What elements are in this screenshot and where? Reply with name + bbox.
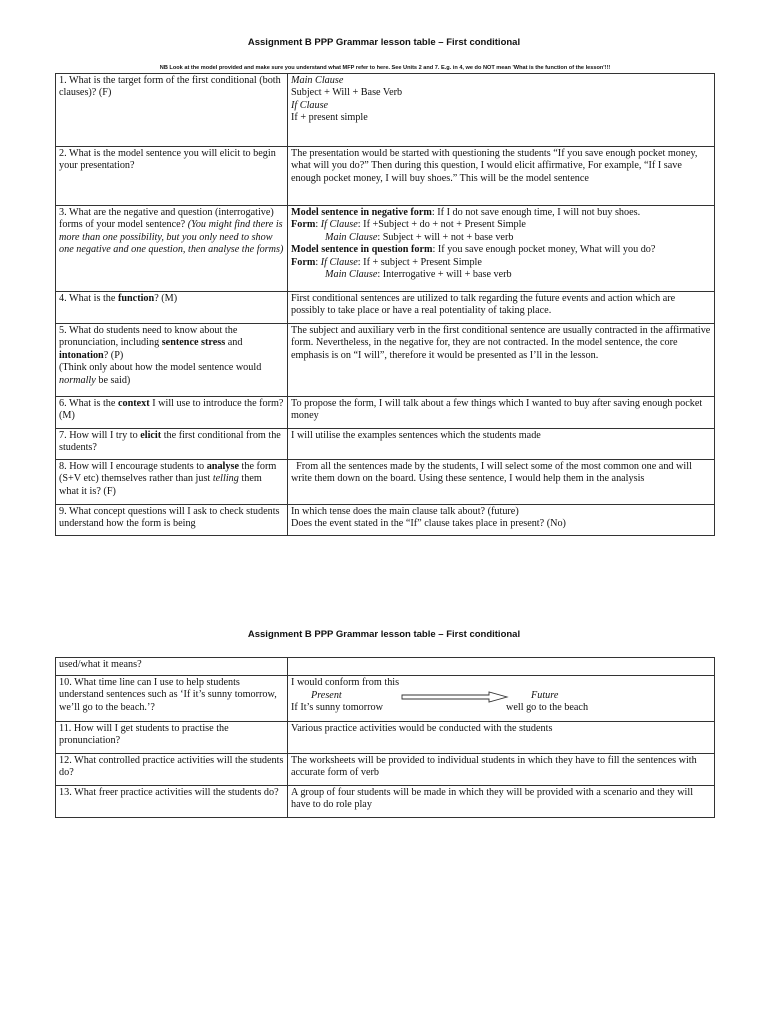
answer-cell: I will utilise the examples sentences which the students made [288, 429, 715, 460]
question-if-form: Form: If Clause: If + subject + Present Simple [291, 256, 482, 268]
answer-cell [288, 206, 715, 292]
answer-cell: The presentation would be started with questioning the students “If you save enough pocket money, what will you do?” Then during this question, I would elicit affirmative, For example, “If I save enough pocket money, I will buy shoes.” This will be the model sentence [288, 147, 715, 206]
table-row [56, 147, 715, 206]
table-row [56, 206, 715, 292]
question-cell: 4. What is the function? (M) [56, 292, 288, 324]
nb-note: NB Look at the model provided and make sure you understand what MFP refer to here. See Units 2 and 7. E.g. in 4, we do NOT mean 'What is the function of the lesson'!!! [159, 65, 611, 71]
table-row [56, 460, 715, 505]
question-cell [56, 206, 288, 292]
if-clause-form: If + present simple [291, 112, 368, 124]
negative-sentence: Model sentence in negative form: If I do not save enough time, I will not buy shoes. [291, 207, 641, 218]
table-row [56, 786, 715, 818]
negative-main-form: Main Clause: Subject + will + not + base verb [325, 231, 514, 243]
concept-question-1: In which tense does the main clause talk about? (future) [291, 506, 519, 517]
table-row [56, 658, 715, 676]
timeline-present-text: If It’s sunny tomorrow [291, 702, 383, 713]
timeline [291, 677, 711, 713]
question-cell: used/what it means? [56, 658, 288, 676]
answer-cell [288, 74, 715, 147]
table-row [56, 722, 715, 754]
question-cell: 13. What freer practice activities will the students do? [56, 786, 288, 818]
question-cell: 10. What time line can I use to help students understand sentences such as ‘If it’s sunny tomorrow, we’ll go to the beach.’? [56, 676, 288, 722]
timeline-future-label: Future [531, 690, 559, 701]
question-cell: 11. How will I get students to practise the pronunciation? [56, 722, 288, 754]
answer-cell: The subject and auxiliary verb in the first conditional sentence are usually contracted in the affirmative form. Nevertheless, in the negative for, they are not contracted. In the model sentence, the core emphasis is on “I will”, therefore it would be presented as I’ll in the lesson. [288, 324, 715, 397]
question-main-form: Main Clause: Interrogative + will + base verb [325, 269, 512, 281]
table-row [56, 74, 715, 147]
question-cell: 8. How will I encourage students to analyse the form (S+V etc) themselves rather than just telling them what it is? (F) [56, 460, 288, 505]
question-cell: 7. How will I try to elicit the first conditional from the students? [56, 429, 288, 460]
question-cell: 2. What is the model sentence you will elicit to begin your presentation? [56, 147, 288, 206]
table-row [56, 754, 715, 786]
table-row [56, 676, 715, 722]
table-row [56, 292, 715, 324]
question-cell: 5. What do students need to know about the pronunciation, including sentence stress and intonation? (P) (Think only about how the model sentence would normally be said) [56, 324, 288, 397]
timeline-present-label: Present [311, 690, 342, 701]
question-sentence: Model sentence in question form: If you save enough pocket money, What will you do? [291, 244, 656, 256]
lesson-table-page1 [55, 73, 715, 536]
timeline-cell [288, 676, 715, 722]
question-cell: 6. What is the context I will use to introduce the form? (M) [56, 397, 288, 429]
page-title: Assignment B PPP Grammar lesson table – First conditional [247, 37, 521, 48]
lesson-table-page2 [55, 657, 715, 818]
question-cell: 1. What is the target form of the first conditional (both clauses)? (F) [56, 74, 288, 147]
answer-cell: First conditional sentences are utilized to talk regarding the future events and action which are possibly to take place or have a real potentiality of taking place. [288, 292, 715, 324]
table-row [56, 324, 715, 397]
page2-title: Assignment B PPP Grammar lesson table – First conditional [247, 629, 521, 640]
if-clause-label: If Clause [291, 99, 329, 111]
answer-cell: A group of four students will be made in which they will be provided with a scenario and they will have to do role play [288, 786, 715, 818]
answer-cell: Various practice activities would be conducted with the students [288, 722, 715, 754]
answer-cell: The worksheets will be provided to individual students in which they have to fill the sentences with accurate form of verb [288, 754, 715, 786]
table-row [56, 505, 715, 536]
negative-if-form: Form: If Clause: If +Subject + do + not + Present Simple [291, 219, 526, 231]
question-cell: 9. What concept questions will I ask to check students understand how the form is being [56, 505, 288, 536]
timeline-intro: I would conform from this [291, 677, 400, 688]
main-clause-form: Subject + Will + Base Verb [291, 87, 403, 99]
timeline-future-text: well go to the beach [506, 702, 589, 713]
table-row [56, 397, 715, 429]
answer-cell [288, 505, 715, 536]
question-note: (You might find there is more than one possibility, but you only need to show one negative and one question, then analyse the forms) [59, 219, 284, 256]
question-text: 3. What are the negative and question (interrogative) forms of your model sentence? [59, 207, 274, 231]
question-cell: 12. What controlled practice activities will the students do? [56, 754, 288, 786]
answer-cell: From all the sentences made by the students, I will select some of the most common one and will write them down on the board. Using these sentence, I would help them in the analysis [288, 460, 715, 505]
table-row [56, 429, 715, 460]
arrow-right-icon [401, 691, 509, 703]
answer-cell [288, 658, 715, 676]
concept-question-2: Does the event stated in the “If” clause takes place in present? (No) [291, 518, 566, 530]
answer-cell: To propose the form, I will talk about a few things which I wanted to buy after saving enough pocket money [288, 397, 715, 429]
main-clause-label: Main Clause [291, 75, 344, 86]
